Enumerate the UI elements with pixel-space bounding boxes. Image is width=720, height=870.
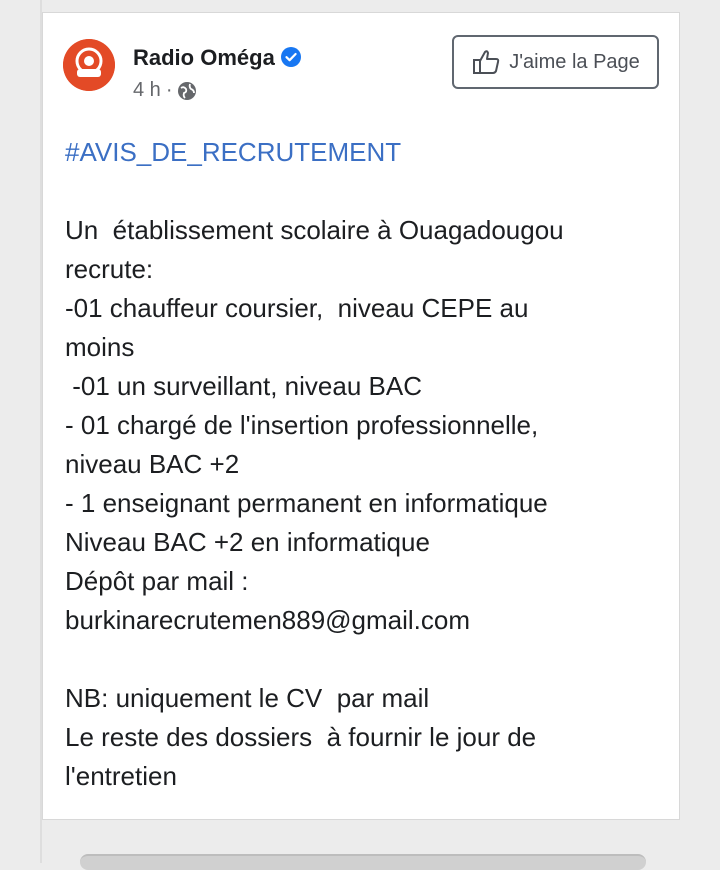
like-page-label: J'aime la Page xyxy=(509,50,640,73)
post-timestamp[interactable]: 4 h xyxy=(133,79,161,101)
post-card xyxy=(42,12,680,820)
post-line: Dépôt par mail : xyxy=(65,566,249,596)
globe-icon xyxy=(177,81,197,101)
post-line: NB: uniquement le CV par mail xyxy=(65,683,430,713)
post-line: moins xyxy=(65,332,135,362)
next-card-edge xyxy=(80,854,646,870)
post-line: recrute: xyxy=(65,254,154,284)
post-line: -01 un surveillant, niveau BAC xyxy=(65,371,422,401)
post-meta xyxy=(133,79,197,102)
email-address[interactable]: burkinarecrutemen889@gmail.com xyxy=(65,605,471,635)
post-line: -01 chauffeur coursier, niveau CEPE au xyxy=(65,293,529,323)
post-line: - 01 chargé de l'insertion professionnelle, xyxy=(65,410,539,440)
post-line: Un établissement scolaire à Ouagadougou xyxy=(65,215,564,245)
post-line: l'entretien xyxy=(65,761,177,791)
post-header xyxy=(63,33,659,103)
post-line: niveau BAC +2 xyxy=(65,449,240,479)
post-line: Le reste des dossiers à fournir le jour de xyxy=(65,722,537,752)
like-page-button[interactable] xyxy=(452,35,659,89)
page-avatar[interactable] xyxy=(63,39,115,91)
thumbs-up-icon xyxy=(471,47,501,77)
page-name[interactable]: Radio Oméga xyxy=(133,45,275,70)
verified-badge-icon xyxy=(281,47,301,67)
post-line: - 1 enseignant permanent en informatique xyxy=(65,488,548,518)
paragraph-gap xyxy=(65,640,655,679)
page-name-row xyxy=(133,45,301,71)
post-text xyxy=(65,133,655,796)
post-line: Niveau BAC +2 en informatique xyxy=(65,527,430,557)
meta-separator: · xyxy=(165,79,173,101)
hashtag-link[interactable]: #AVIS_DE_RECRUTEMENT xyxy=(65,137,402,167)
avatar-logo-icon xyxy=(63,39,115,91)
